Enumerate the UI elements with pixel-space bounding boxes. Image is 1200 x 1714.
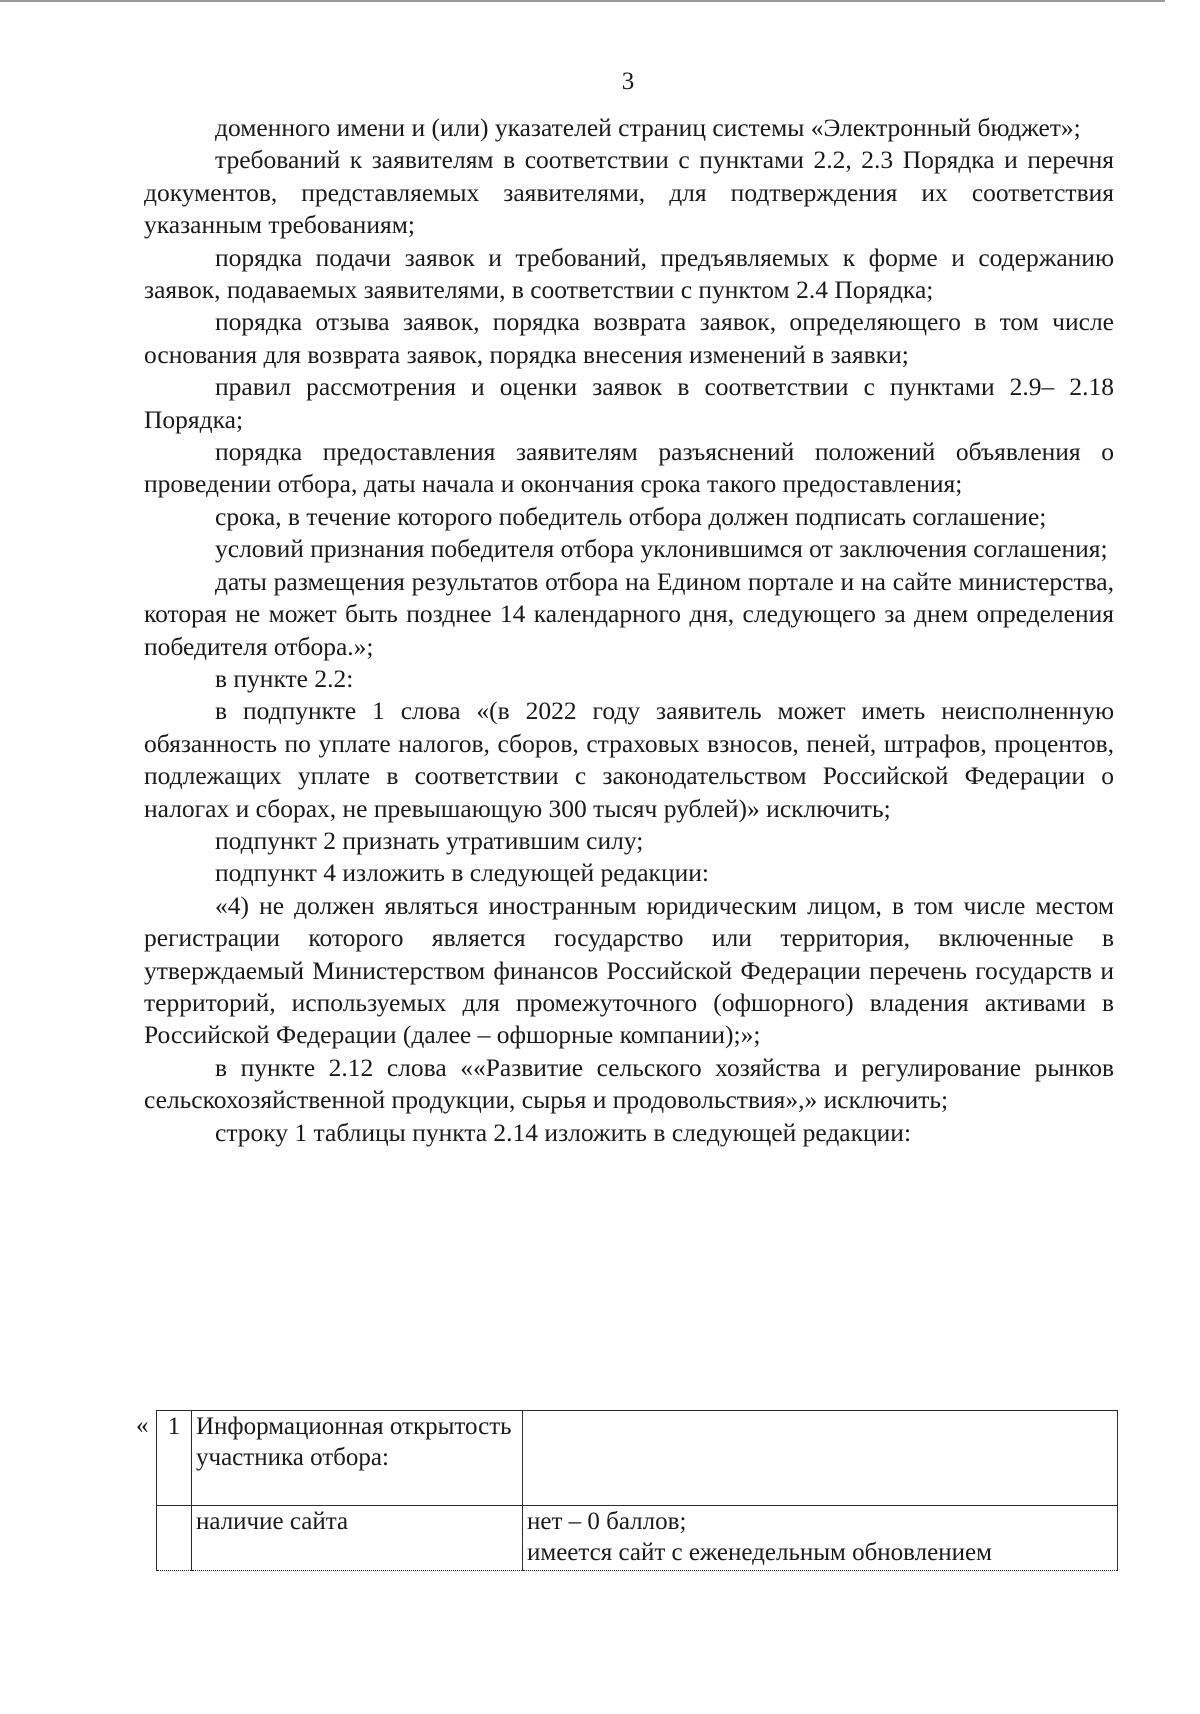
paragraph: доменного имени и (или) указателей страниц системы «Электронный бюджет»; [215,113,1081,142]
paragraph: в подпункте 1 слова «(в 2022 году заявитель может иметь неисполненную обязанность по уплате налогов, сборов, страховых взносов, пеней, штрафов, процентов, подлежащих уплате в соответствии с законодательством Российской Федерации о налогах и сборах, не превышающую 300 тысяч рублей)» исключить; [144,696,1114,823]
paragraph: порядка предоставления заявителям разъяснений положений объявления о проведении отбора, даты начала и окончания срока такого предоставления; [144,437,1114,499]
document-body [144,112,1114,1149]
paragraph: требований к заявителям в соответствии с пунктами 2.2, 2.3 Порядка и перечня документов, представляемых заявителями, для подтверждения их соответствия указанным требованиям; [144,145,1114,240]
paragraph: в пункте 2.2: [215,663,354,693]
paragraph: правил рассмотрения и оценки заявок в соответствии с пунктами 2.9– 2.18 Порядка; [144,372,1114,434]
paragraph: подпункт 4 изложить в следующей редакции: [215,858,709,888]
table-row [157,1506,1118,1571]
scan-top-edge [0,0,1165,2]
criterion-cell: Информационная открытость участника отбора: [192,1411,523,1506]
paragraph: срока, в течение которого победитель отбора должен подписать соглашение; [215,501,1047,531]
paragraph: условий признания победителя отбора уклонившимся от заключения соглашения; [215,534,1108,564]
table-open-quote: « [136,1412,149,1439]
score-cell [523,1411,1118,1506]
paragraph: порядка подачи заявок и требований, предъявляемых к форме и содержанию заявок, подаваемых заявителями, в соответствии с пунктом 2.4 Порядка; [144,242,1114,305]
score-cell [523,1506,1118,1571]
rating-table [156,1410,1118,1571]
paragraph: в пункте 2.12 слова ««Развитие сельского хозяйства и регулирование рынков сельскохозяйственной продукции, сырья и продовольствия»,» исключить; [144,1052,1114,1115]
criterion-cell: наличие сайта [192,1506,523,1571]
score-line: имеется сайт с еженедельным обновлением [527,1539,992,1566]
score-line: нет – 0 баллов; [527,1508,687,1535]
page-number: 3 [621,68,635,95]
row-number: 1 [157,1411,192,1506]
row-number [157,1506,192,1571]
paragraph: подпункт 2 признать утратившим силу; [215,825,644,855]
paragraph: порядка отзыва заявок, порядка возврата заявок, определяющего в том числе основания для возврата заявок, порядка внесения изменений в заявки; [144,307,1114,369]
paragraph: «4) не должен являться иностранным юридическим лицом, в том числе местом регистрации которого является государство или территория, включенные в утверждаемый Министерством финансов Российской Федерации перечень государств и территорий, используемых для промежуточного (офшорного) владения активами в Российской Федерации (далее – офшорные компании);»; [144,890,1114,1050]
table-row [157,1411,1118,1506]
paragraph: строку 1 таблицы пункта 2.14 изложить в следующей редакции: [215,1117,912,1147]
paragraph: даты размещения результатов отбора на Едином портале и на сайте министерства, которая не может быть позднее 14 календарного дня, следующего за днем определения победителя отбора.»; [144,566,1114,661]
